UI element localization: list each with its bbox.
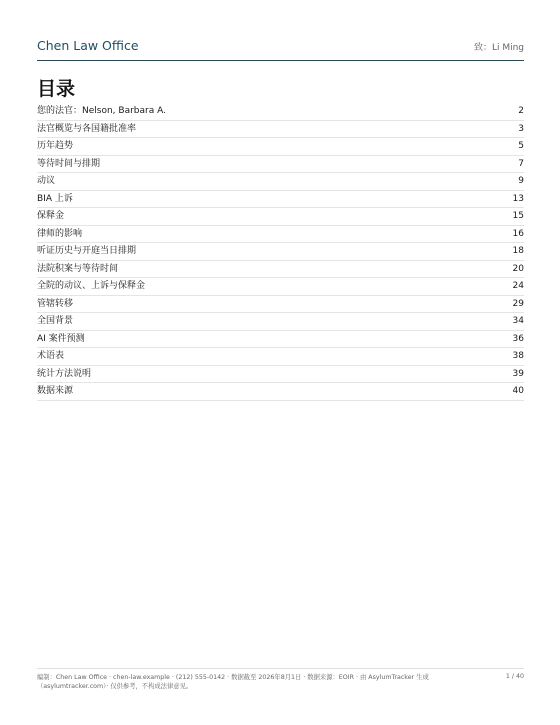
page-number: 1 / 40 xyxy=(505,673,524,680)
toc-entry[interactable] xyxy=(37,121,524,139)
toc-entry-page: 13 xyxy=(512,193,524,204)
toc-entry-title: 统计方法说明 xyxy=(37,368,92,379)
toc-entry[interactable] xyxy=(37,313,524,331)
toc-entry-title: 管辖转移 xyxy=(37,298,74,309)
toc-entry-page: 9 xyxy=(518,176,524,186)
toc-entry-page: 2 xyxy=(518,106,524,116)
toc-entry-title: 律师的影响 xyxy=(37,228,83,239)
toc-entry-page: 18 xyxy=(512,246,524,256)
toc-entry[interactable] xyxy=(37,138,524,156)
toc-entry-title: 术语表 xyxy=(37,351,65,361)
toc-entry-title: 数据来源 xyxy=(37,386,74,396)
toc-entry-title: 您的法官：Nelson, Barbara A. xyxy=(37,106,166,116)
page-header xyxy=(37,38,524,61)
table-of-contents xyxy=(37,103,524,401)
toc-entry-page: 16 xyxy=(512,228,524,239)
toc-entry[interactable] xyxy=(37,226,524,244)
toc-entry-page: 20 xyxy=(512,263,524,274)
page-footer xyxy=(37,668,524,693)
toc-entry-page: 36 xyxy=(512,333,524,344)
toc-entry-page: 3 xyxy=(518,123,524,134)
toc-entry[interactable] xyxy=(37,366,524,384)
toc-entry-page: 38 xyxy=(512,351,524,361)
toc-entry[interactable] xyxy=(37,296,524,314)
firm-name: Chen Law Office xyxy=(37,38,139,53)
toc-entry[interactable] xyxy=(37,348,524,366)
toc-entry[interactable] xyxy=(37,191,524,209)
toc-entry[interactable] xyxy=(37,331,524,349)
toc-entry-title: 全国背景 xyxy=(37,316,74,326)
toc-entry[interactable] xyxy=(37,261,524,279)
toc-entry[interactable] xyxy=(37,173,524,191)
toc-entry-title: AI 案件预测 xyxy=(37,333,85,344)
toc-entry[interactable] xyxy=(37,156,524,174)
toc-entry[interactable] xyxy=(37,243,524,261)
toc-entry-title: 历年趋势 xyxy=(37,141,74,151)
toc-entry-page: 39 xyxy=(512,368,524,379)
toc-entry-title: 动议 xyxy=(37,176,56,186)
toc-entry[interactable] xyxy=(37,383,524,401)
toc-entry-page: 24 xyxy=(512,281,524,291)
toc-entry[interactable] xyxy=(37,278,524,296)
toc-entry-page: 15 xyxy=(512,211,524,221)
toc-entry-title: 法院积案与等待时间 xyxy=(37,263,119,274)
toc-entry-title: 等待时间与排期 xyxy=(37,158,101,169)
toc-entry-title: 全院的动议、上诉与保释金 xyxy=(37,281,146,291)
toc-entry-title: 法官概览与各国籍批准率 xyxy=(37,123,137,134)
toc-entry[interactable] xyxy=(37,103,524,121)
footer-note: 编制：Chen Law Office · chen-law.example · (212) 555-0142 · 数据截至 2026年8月1日 · 数据来源：EOIR · 由 AsylumTracker 生成（asylumtracker.com）· 仅供参考，不构成法律意见。 xyxy=(37,674,429,690)
recipient-label: 致：Li Ming xyxy=(473,43,524,53)
toc-entry-page: 34 xyxy=(512,316,524,326)
toc-entry-title: 听证历史与开庭当日排期 xyxy=(37,246,137,256)
page-title: 目录 xyxy=(37,78,76,100)
toc-entry-page: 29 xyxy=(512,298,524,309)
toc-entry-page: 40 xyxy=(512,386,524,396)
toc-entry-title: BIA 上诉 xyxy=(37,193,73,204)
toc-entry-title: 保释金 xyxy=(37,211,65,221)
toc-entry[interactable] xyxy=(37,208,524,226)
toc-entry-page: 5 xyxy=(518,141,524,151)
toc-entry-page: 7 xyxy=(518,158,524,169)
